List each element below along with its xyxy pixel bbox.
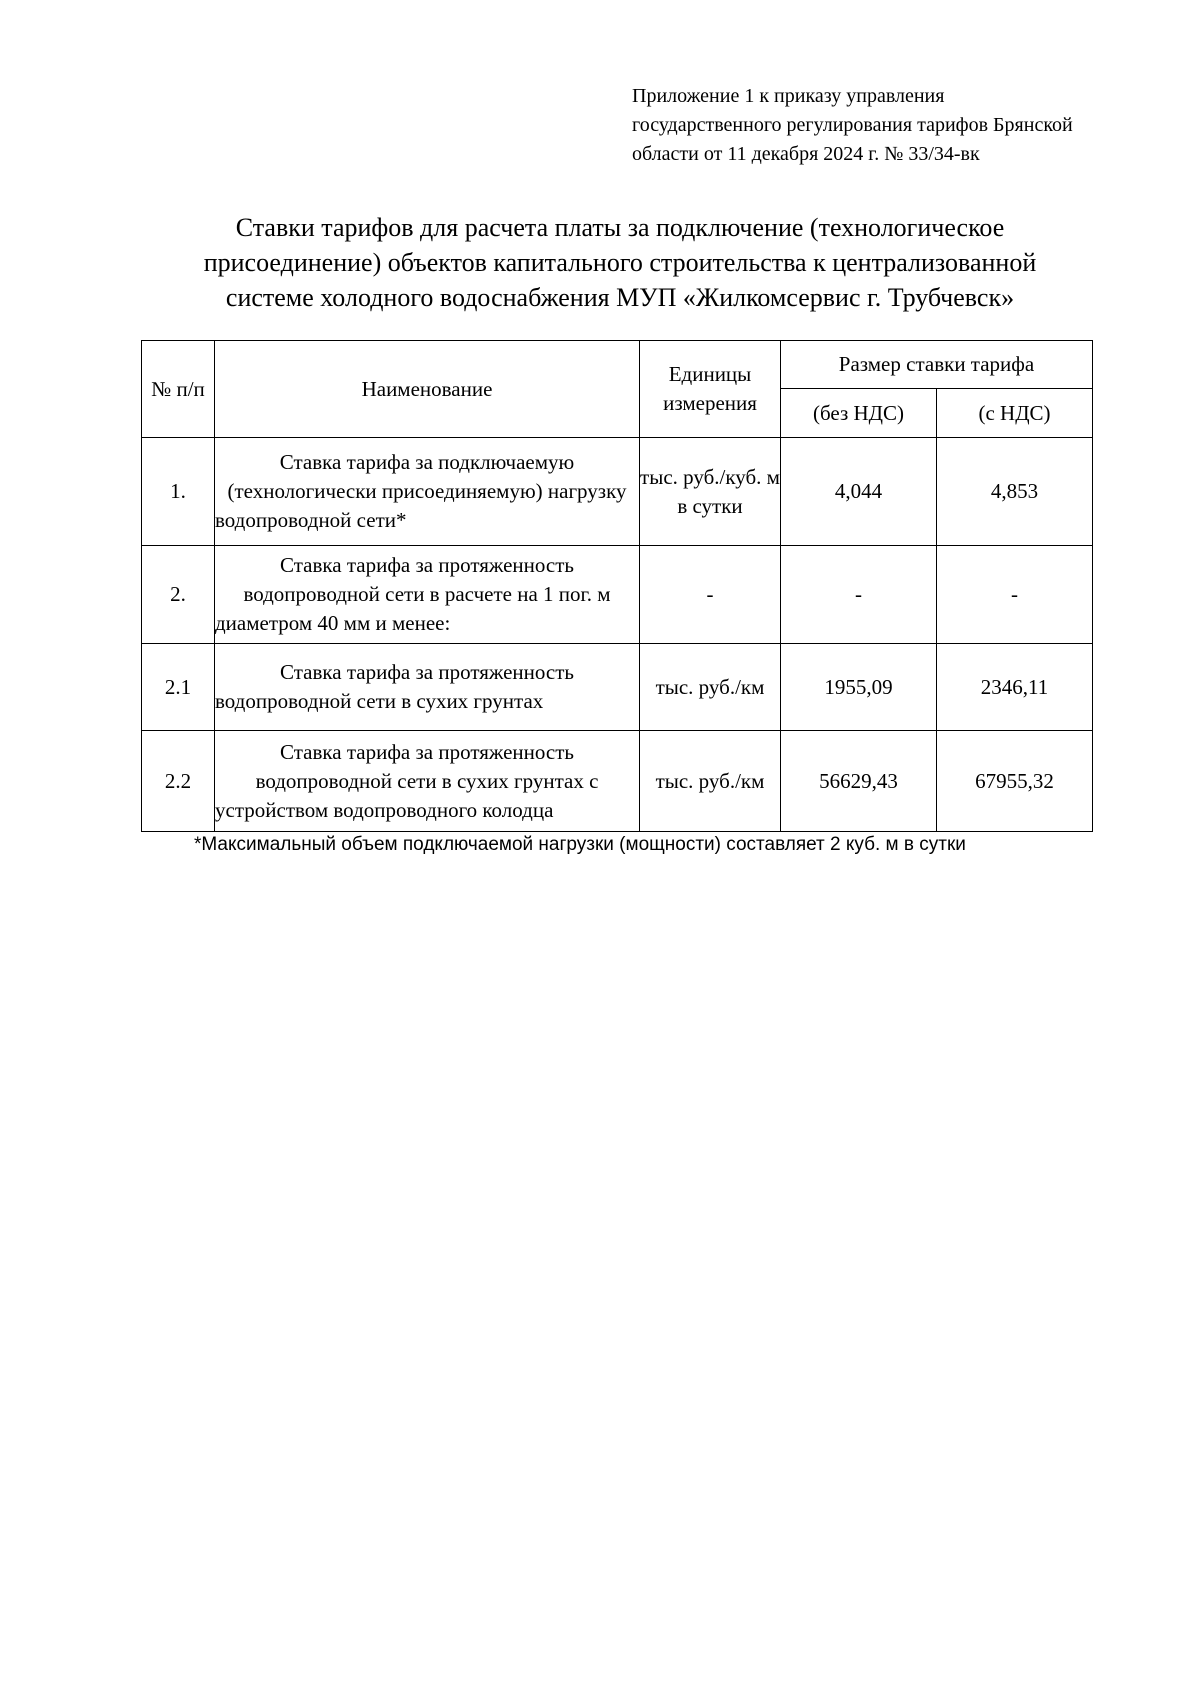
appendix-line: Приложение 1 к приказу управления	[632, 85, 945, 107]
row-with-vat: 4,853	[937, 438, 1093, 546]
row-number: 2.	[142, 546, 215, 644]
row-number: 2.1	[142, 644, 215, 731]
appendix-line: государственного регулирования тарифов Брянской	[632, 114, 1073, 136]
row-without-vat: 4,044	[781, 438, 937, 546]
row-name: Ставка тарифа за подключаемую (технологически присоединяемую) нагрузку водопроводной сети*	[215, 438, 640, 546]
header-units: Единицы измерения	[640, 341, 781, 438]
row-units: тыс. руб./км	[640, 731, 781, 832]
appendix-note	[632, 82, 1073, 169]
header-without-vat: (без НДС)	[781, 389, 937, 438]
row-without-vat: -	[781, 546, 937, 644]
row-number: 2.2	[142, 731, 215, 832]
row-units: тыс. руб./куб. м в сутки	[640, 438, 781, 546]
row-name: Ставка тарифа за протяженность водопроводной сети в расчете на 1 пог. м диаметром 40 мм и менее:	[215, 546, 640, 644]
title-line: Ставки тарифов для расчета платы за подключение (технологическое	[235, 213, 1005, 242]
row-without-vat: 1955,09	[781, 644, 937, 731]
row-units: -	[640, 546, 781, 644]
row-name: Ставка тарифа за протяженность водопроводной сети в сухих грунтах	[215, 644, 640, 731]
tariff-table	[141, 340, 1093, 832]
title-line: системе холодного водоснабжения МУП «Жилкомсервис г. Трубчевск»	[225, 283, 1015, 312]
row-units: тыс. руб./км	[640, 644, 781, 731]
header-name: Наименование	[215, 341, 640, 438]
row-number: 1.	[142, 438, 215, 546]
row-with-vat: 2346,11	[937, 644, 1093, 731]
row-with-vat: -	[937, 546, 1093, 644]
header-with-vat: (с НДС)	[937, 389, 1093, 438]
document-title	[120, 210, 1120, 315]
title-line: присоединение) объектов капитального строительства к централизованной	[203, 248, 1037, 277]
row-without-vat: 56629,43	[781, 731, 937, 832]
table-row	[142, 546, 1093, 644]
header-rate: Размер ставки тарифа	[781, 341, 1093, 389]
appendix-line: области от 11 декабря 2024 г. № 33/34-вк	[632, 143, 980, 165]
row-name: Ставка тарифа за протяженность водопроводной сети в сухих грунтах с устройством водопроводного колодца	[215, 731, 640, 832]
footnote: *Максимальный объем подключаемой нагрузки (мощности) составляет 2 куб. м в сутки	[194, 834, 966, 855]
table-row	[142, 644, 1093, 731]
row-with-vat: 67955,32	[937, 731, 1093, 832]
table-row	[142, 438, 1093, 546]
table-row	[142, 731, 1093, 832]
header-number: № п/п	[142, 341, 215, 438]
